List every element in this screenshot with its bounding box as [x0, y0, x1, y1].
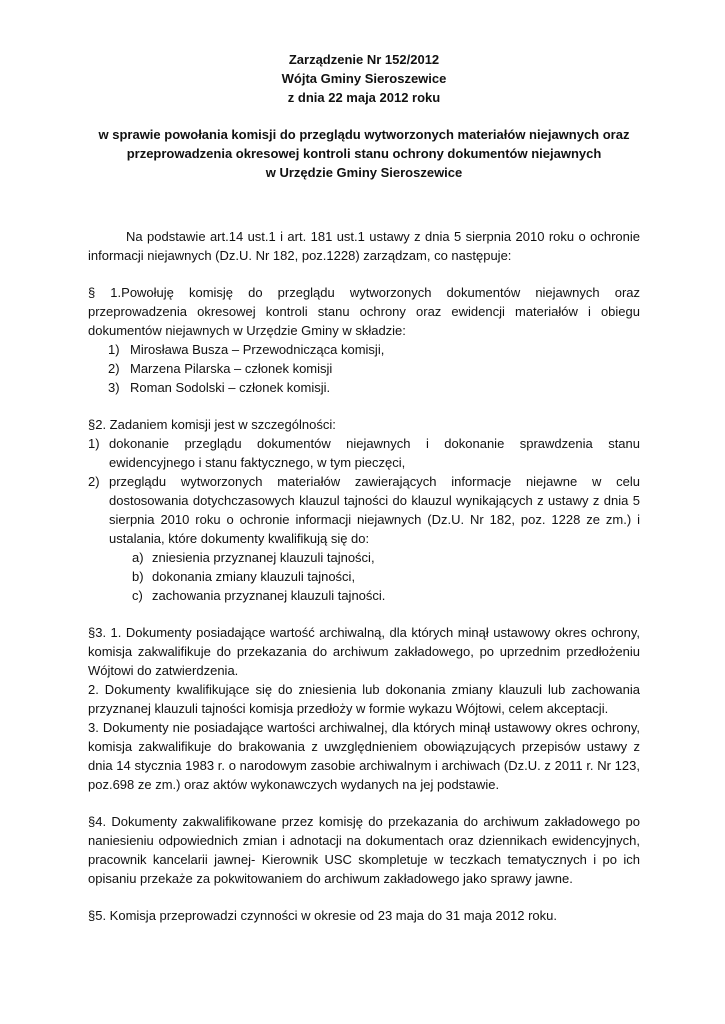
section-3-paragraph-3: 3. Dokumenty nie posiadające wartości archiwalnej, dla których minął ustawowy okres ochrony, komisja zakwalifikuje do brakowania z uwzględnieniem obowiązujących przepisów ustawy z dnia 14 stycznia 1983 r. o narodowym zasobie archiwalnym i archiwach (Dz.U. z 2011 r. Nr 123, poz.698 ze zm.) oraz aktów wykonawczych wydanych na jej podstawie. — [88, 720, 640, 792]
section-3 — [88, 623, 640, 794]
list-item — [88, 340, 640, 359]
issue-date: z dnia 22 maja 2012 roku — [287, 90, 441, 105]
section-5: §5. Komisja przeprowadzi czynności w okresie od 23 maja do 31 maja 2012 roku. — [88, 908, 557, 923]
list-number: 1) — [108, 342, 120, 357]
list-item — [88, 472, 640, 605]
subitem-text: zachowania przyznanej klauzuli tajności. — [152, 588, 386, 603]
task-text: dokonanie przeglądu dokumentów niejawnych i dokonanie sprawdzenia stanu ewidencyjnego i stanu faktycznego, w tym pieczęci, — [109, 436, 640, 470]
list-number: 3) — [108, 380, 120, 395]
list-letter: b) — [132, 569, 144, 584]
subitem-text: zniesienia przyznanej klauzuli tajności, — [152, 550, 375, 565]
document-page — [88, 50, 640, 925]
section-1-text: § 1.Powołuję komisję do przeglądu wytworzonych dokumentów niejawnych oraz przeprowadzenia okresowej kontroli stanu ochrony oraz ewidencji materiałów i obiegu dokumentów niejawnych w Urzędzie Gminy w składzie: — [88, 285, 640, 338]
member-text: Mirosława Busza – Przewodnicząca komisji, — [130, 342, 385, 357]
tasks-list — [88, 434, 640, 605]
list-letter: c) — [132, 588, 143, 603]
committee-members-list — [88, 340, 640, 397]
subject-line-1: w sprawie powołania komisji do przeglądu wytworzonych materiałów niejawnych oraz — [98, 127, 630, 142]
qualification-sublist — [109, 548, 640, 605]
section-3-paragraph-2: 2. Dokumenty kwalifikujące się do zniesienia lub dokonania zmiany klauzuli lub zachowania przyznanej klauzuli tajności komisja przedłoży w formie wykazu Wójtowi, celem akceptacji. — [88, 682, 640, 716]
issuer: Wójta Gminy Sieroszewice — [281, 71, 447, 86]
list-letter: a) — [132, 550, 144, 565]
section-3-paragraph-1: §3. 1. Dokumenty posiadające wartość archiwalną, dla których minął ustawowy okres ochrony, komisja zakwalifikuje do przekazania do archiwum zakładowego, po uprzednim przedłożeniu Wójtowi do zatwierdzenia. — [88, 625, 640, 678]
subject-line-2: przeprowadzenia okresowej kontroli stanu ochrony dokumentów niejawnych — [126, 146, 602, 161]
legal-basis-paragraph: Na podstawie art.14 ust.1 i art. 181 ust.1 ustawy z dnia 5 sierpnia 2010 roku o ochronie informacji niejawnych (Dz.U. Nr 182, poz.1228) zarządzam, co następuje: — [88, 229, 640, 263]
list-item — [109, 586, 640, 605]
list-item — [88, 359, 640, 378]
list-item — [109, 567, 640, 586]
section-2 — [88, 415, 640, 605]
member-text: Marzena Pilarska – członek komisji — [130, 361, 333, 376]
list-item — [88, 378, 640, 397]
section-1 — [88, 283, 640, 397]
list-number: 2) — [108, 361, 120, 376]
section-2-intro: §2. Zadaniem komisji jest w szczególności: — [88, 417, 336, 432]
task-text: przeglądu wytworzonych materiałów zawierających informacje niejawne w celu dostosowania dotychczasowych klauzul tajności do klauzul wynikających z ustawy z dnia 5 sierpnia 2010 roku o ochronie informacji niejawnych (Dz.U. Nr 182, poz. 1228 ze zm.) i ustalania, które dokumenty kwalifikują się do: — [109, 474, 640, 546]
list-number: 1) — [88, 436, 100, 451]
list-number: 2) — [88, 474, 100, 489]
member-text: Roman Sodolski – członek komisji. — [130, 380, 331, 395]
subitem-text: dokonania zmiany klauzuli tajności, — [152, 569, 356, 584]
section-4: §4. Dokumenty zakwalifikowane przez komisję do przekazania do archiwum zakładowego po naniesieniu odpowiednich zmian i adnotacji na dokumentach oraz dziennikach ewidencyjnych, pracownik kancelarii jawnej- Kierownik USC skompletuje w teczkach tematycznych i po ich opisaniu przekaże za pokwitowaniem do archiwum zakładowego jako sprawy jawne. — [88, 814, 640, 886]
list-item — [109, 548, 640, 567]
subject-line-3: w Urzędzie Gminy Sieroszewice — [265, 165, 463, 180]
list-item — [88, 434, 640, 472]
document-subject — [88, 125, 640, 182]
ordinance-number: Zarządzenie Nr 152/2012 — [288, 52, 440, 67]
document-header — [88, 50, 640, 107]
